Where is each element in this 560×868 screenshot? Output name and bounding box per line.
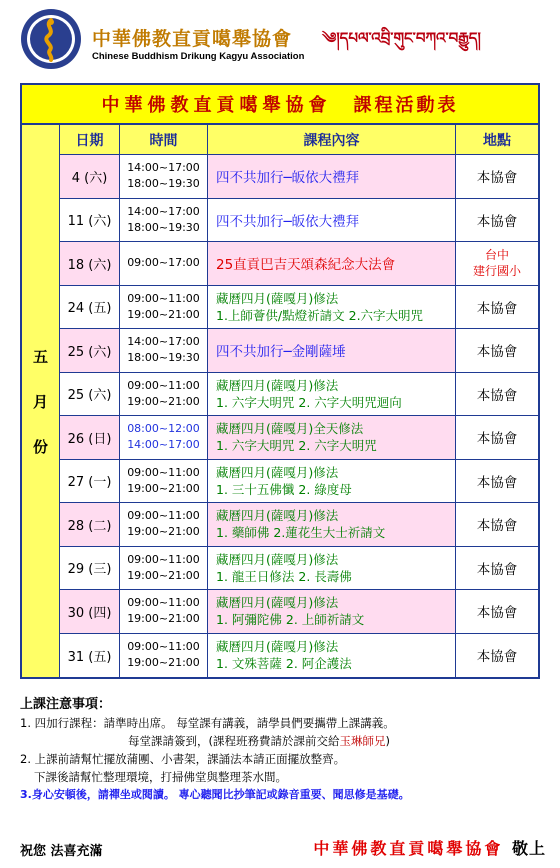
row-course-line: 1. 三十五佛懺 2. 綠度母 (216, 481, 352, 497)
signature (313, 836, 546, 859)
row-location: 本協會 (476, 474, 518, 491)
row-course-line: 1. 龍王日修法 2. 長壽佛 (216, 568, 352, 584)
row-location: 本協會 (476, 561, 518, 578)
row-date: 28 (二) (67, 518, 112, 534)
row-time: 09:00~11:00 (127, 291, 200, 305)
row-time: 19:00~21:00 (127, 307, 200, 321)
signature-org: 中華佛教直貢噶舉協會 (313, 839, 504, 858)
row-time: 09:00~11:00 (127, 465, 200, 479)
row-time: 19:00~21:00 (127, 568, 200, 582)
row-course-cell (208, 242, 456, 285)
table-row (60, 634, 538, 678)
row-date: 31 (五) (67, 649, 112, 665)
row-time-cell (120, 155, 208, 198)
row-location-cell (456, 590, 538, 633)
row-date-cell (60, 460, 120, 503)
row-course-line: 四不共加行─皈依大禮拜 (216, 170, 360, 187)
row-time: 14:00~17:00 (127, 438, 200, 452)
row-date-cell (60, 242, 120, 285)
row-location: 本協會 (476, 300, 518, 317)
row-course-line: 1. 藥師佛 2.蓮花生大士祈請文 (216, 525, 386, 541)
row-time: 19:00~21:00 (127, 525, 200, 539)
table-row (60, 416, 538, 460)
row-location-cell (456, 242, 538, 285)
row-course-cell (208, 155, 456, 198)
row-location-cell (456, 199, 538, 242)
row-date: 24 (五) (67, 301, 112, 317)
row-course-line: 藏曆四月(薩嘎月)修法 (216, 377, 339, 393)
row-course-line: 藏曆四月(薩嘎月)修法 (216, 639, 339, 655)
row-time: 09:00~11:00 (127, 640, 200, 654)
row-time-cell (120, 373, 208, 416)
header-date: 日期 (60, 125, 120, 154)
row-location: 本協會 (476, 518, 518, 535)
row-time: 09:00~11:00 (127, 552, 200, 566)
row-course-line: 1. 六字大明咒 2. 六字大明咒迴向 (216, 394, 402, 410)
row-time: 14:00~17:00 (127, 161, 200, 175)
row-course-line: 四不共加行─金剛薩埵 (216, 344, 346, 361)
row-course-line: 1. 文殊菩薩 2. 阿企護法 (216, 656, 352, 672)
blessing-text: 祝您 法喜充滿 (20, 844, 103, 859)
schedule-title-bar (20, 83, 540, 125)
row-location: 建行國小 (472, 264, 521, 279)
row-date-cell (60, 199, 120, 242)
row-course-line: 1. 阿彌陀佛 2. 上師祈請文 (216, 612, 365, 628)
note-1b-pre: 每堂課請簽到，(課程班務費請於課前交給 (128, 734, 340, 748)
row-date-cell (60, 416, 120, 459)
row-time-cell (120, 503, 208, 546)
row-time: 19:00~21:00 (127, 394, 200, 408)
row-course-line: 四不共加行─皈依大禮拜 (216, 213, 360, 230)
row-date-cell (60, 503, 120, 546)
month-char: 份 (32, 437, 48, 456)
row-course-cell (208, 634, 456, 678)
signature-respect: 敬上 (511, 839, 546, 858)
row-location-cell (456, 503, 538, 546)
footer (20, 836, 550, 860)
row-time: 18:00~19:30 (127, 177, 200, 191)
row-time: 09:00~11:00 (127, 509, 200, 523)
row-time: 08:00~12:00 (127, 422, 200, 436)
row-location: 本協會 (476, 170, 518, 187)
row-time: 19:00~21:00 (127, 481, 200, 495)
row-date-cell (60, 634, 120, 678)
table-row (60, 329, 538, 373)
table-row (60, 242, 538, 286)
row-location: 本協會 (476, 213, 518, 230)
row-course-cell (208, 460, 456, 503)
row-course-line: 25直貢巴吉天頌森紀念大法會 (216, 257, 396, 274)
row-date-cell (60, 590, 120, 633)
row-course-line: 藏曆四月(薩嘎月)修法 (216, 551, 339, 567)
row-time-cell (120, 547, 208, 590)
row-location: 本協會 (476, 431, 518, 448)
row-time-cell (120, 634, 208, 678)
row-course-line: 藏曆四月(薩嘎月)修法 (216, 464, 339, 480)
row-location-cell (456, 155, 538, 198)
row-course-line: 藏曆四月(薩嘎月)修法 (216, 508, 339, 524)
row-date: 27 (一) (67, 475, 112, 491)
row-time-cell (120, 416, 208, 459)
row-course-cell (208, 503, 456, 546)
row-time-cell (120, 286, 208, 329)
org-name-tibetan: ༄།དཔལ་འབྲི་གུང་བཀའ་བརྒྱུད། (322, 29, 481, 47)
row-date-cell (60, 547, 120, 590)
table-row (60, 199, 538, 243)
schedule-table (20, 125, 540, 679)
table-row (60, 155, 538, 199)
row-location: 本協會 (476, 605, 518, 622)
table-row (60, 286, 538, 330)
row-location: 台中 (484, 248, 509, 263)
row-date: 25 (六) (67, 388, 112, 404)
schedule-title-main: 中華佛教直貢噶舉協會 (101, 95, 332, 116)
row-date: 25 (六) (67, 344, 112, 360)
row-location-cell (456, 460, 538, 503)
row-course-line: 1. 六字大明咒 2. 六字大明咒 (216, 438, 377, 454)
row-location-cell (456, 329, 538, 372)
header (0, 0, 560, 80)
row-time: 09:00~17:00 (127, 256, 200, 270)
row-course-line: 藏曆四月(薩嘎月)修法 (216, 290, 339, 306)
row-time-cell (120, 242, 208, 285)
row-date-cell (60, 329, 120, 372)
month-char: 五 (32, 347, 48, 366)
row-course-cell (208, 590, 456, 633)
row-date-cell (60, 286, 120, 329)
row-location-cell (456, 373, 538, 416)
row-time: 14:00~17:00 (127, 204, 200, 218)
note-1b-post: ) (385, 734, 390, 748)
table-row (60, 590, 538, 634)
note-2b: 下課後請幫忙整理環境，打掃佛堂與整理茶水間。 (34, 770, 287, 784)
row-time: 19:00~21:00 (127, 656, 200, 670)
row-date: 4 (六) (71, 170, 108, 186)
row-date-cell (60, 373, 120, 416)
row-location-cell (456, 547, 538, 590)
table-row (60, 503, 538, 547)
row-location: 本協會 (476, 344, 518, 361)
row-location: 本協會 (476, 649, 518, 666)
row-location-cell (456, 634, 538, 678)
schedule-grid (60, 125, 538, 677)
table-row (60, 460, 538, 504)
org-name-english: Chinese Buddhism Drikung Kagyu Association (92, 51, 305, 62)
row-location: 本協會 (476, 387, 518, 404)
header-time: 時間 (120, 125, 208, 154)
row-time: 18:00~19:30 (127, 220, 200, 234)
row-course-cell (208, 286, 456, 329)
row-time-cell (120, 199, 208, 242)
row-course-cell (208, 199, 456, 242)
row-course-cell (208, 373, 456, 416)
table-row (60, 373, 538, 417)
table-row (60, 547, 538, 591)
row-time: 19:00~21:00 (127, 612, 200, 626)
row-course-line: 藏曆四月(薩嘎月)修法 (216, 595, 339, 611)
note-1b (20, 732, 550, 750)
table-header-row (60, 125, 538, 155)
row-course-cell (208, 416, 456, 459)
row-date: 18 (六) (67, 257, 112, 273)
row-location-cell (456, 286, 538, 329)
org-name-chinese: 中華佛教直貢噶舉協會 (92, 28, 293, 50)
row-date: 29 (三) (67, 562, 112, 578)
row-time-cell (120, 590, 208, 633)
row-course-line: 1.上師薈供/點燈祈請文 2.六字大明咒 (216, 307, 424, 323)
header-course: 課程內容 (208, 125, 456, 154)
note-1b-name: 玉琳師兄 (339, 734, 386, 748)
association-logo-icon (20, 8, 82, 70)
schedule-title-sub: 課程活動表 (353, 95, 459, 116)
row-time: 09:00~11:00 (127, 596, 200, 610)
row-date: 30 (四) (67, 605, 112, 621)
row-time: 14:00~17:00 (127, 335, 200, 349)
month-char: 月 (32, 392, 48, 411)
note-1a: 1. 四加行課程：請準時出席。 每堂課有講義，請學員們要攜帶上課講義。 (20, 716, 395, 730)
row-time-cell (120, 329, 208, 372)
row-date: 11 (六) (67, 214, 112, 230)
month-column (22, 125, 60, 677)
header-location: 地點 (483, 132, 511, 149)
row-time: 18:00~19:30 (127, 351, 200, 365)
note-2a: 2. 上課前請幫忙擺放蒲團、小書架，課誦法本請正面擺放整齊。 (20, 752, 346, 766)
row-time-cell (120, 460, 208, 503)
row-time: 09:00~11:00 (127, 378, 200, 392)
row-location-cell (456, 416, 538, 459)
row-course-line: 藏曆四月(薩嘎月)全天修法 (216, 421, 364, 437)
class-notes (20, 693, 550, 804)
notes-title: 上課注意事項： (20, 697, 112, 712)
row-date: 26 (日) (67, 431, 112, 447)
note-3: 3.身心安頓後，請禪坐或閱讀。 專心聽聞比抄筆記或錄音重要、聞思修是基礎。 (20, 788, 410, 801)
row-course-cell (208, 547, 456, 590)
row-date-cell (60, 155, 120, 198)
row-course-cell (208, 329, 456, 372)
